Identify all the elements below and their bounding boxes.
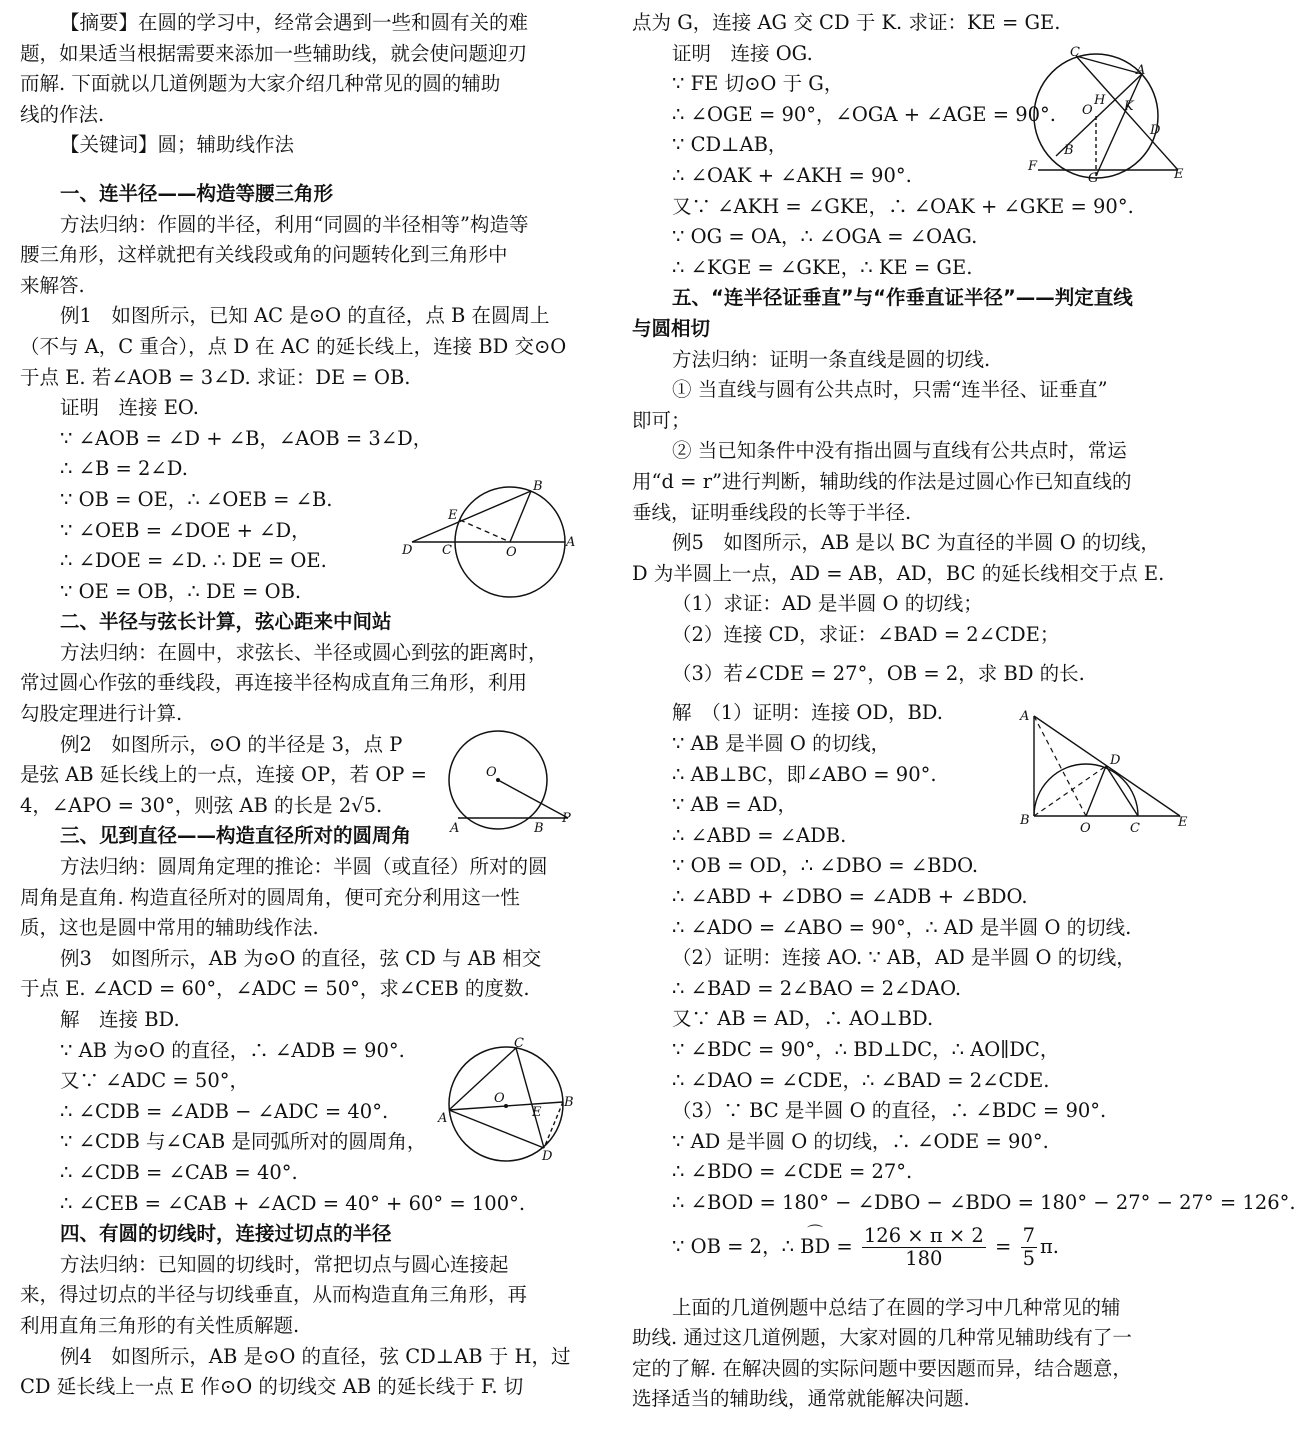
text-line: 点为 G，连接 AG 交 CD 于 K. 求证：KE = GE. <box>632 11 1061 34</box>
figure-example-2 <box>440 734 578 840</box>
text-line: ∴ ∠KGE = ∠GKE，∴ KE = GE. <box>672 255 973 279</box>
text-line: 方法归纳：证明一条直线是圆的切线. <box>672 347 991 371</box>
fig2-label: B <box>534 821 544 836</box>
text-line: （1）求证：AD 是半圆 O 的切线； <box>672 592 983 616</box>
text-line: ∵ ∠CDB 与∠CAB 是同弧所对的圆周角， <box>60 1130 427 1154</box>
fig4-label: B <box>1064 143 1074 158</box>
text-line: ∵ CD⊥AB， <box>672 133 788 157</box>
text-line: CD 延长线上一点 E 作⊙O 的切线交 AB 的延长线于 F. 切 <box>20 1375 524 1399</box>
figure-example-1 <box>398 478 576 596</box>
fraction-den: 180 <box>905 1246 943 1270</box>
fraction-1 <box>862 1225 986 1270</box>
text-line: 例3 如图所示，AB 为⊙O 的直径，弦 CD 与 AB 相交 <box>60 946 542 970</box>
text-line: 垂线，证明垂线段的长等于半径. <box>632 500 912 524</box>
text-line: 例5 如图所示，AB 是以 BC 为直径的半圆 O 的切线， <box>672 531 1160 555</box>
fig4-label: H <box>1094 93 1106 108</box>
fig4-label: K <box>1124 99 1134 114</box>
text-line: ∴ ∠DOE = ∠D. ∴ DE = OE. <box>60 549 327 573</box>
text-line: ∴ AB⊥BC，即∠ABO = 90°. <box>672 762 937 786</box>
text-line: ∵ OE = OB，∴ DE = OB. <box>60 579 302 603</box>
text-line: ∴ ∠ADO = ∠ABO = 90°，∴ AD 是半圆 O 的切线. <box>672 915 1132 939</box>
text-line: （2）连接 CD，求证：∠BAD = 2∠CDE； <box>672 622 1060 646</box>
fig3-label: E <box>532 1105 542 1120</box>
formula-pre: ∵ OB = 2，∴ <box>672 1234 801 1258</box>
fig1-label: O <box>506 545 517 560</box>
formula-post: π. <box>1039 1234 1059 1258</box>
fig5-label: D <box>1110 753 1121 768</box>
text-line: 来解答. <box>20 273 85 297</box>
spacer <box>632 1275 1184 1293</box>
text-line: 例2 如图所示，⊙O 的半径是 3，点 P <box>60 732 403 756</box>
formula-eq: = <box>830 1234 859 1258</box>
text-line: ∴ ∠CDB = ∠ADB − ∠ADC = 40°. <box>60 1099 389 1123</box>
text-line: ∴ ∠DAO = ∠CDE，∴ ∠BAD = 2∠CDE. <box>672 1068 1050 1092</box>
figure-example-3 <box>434 1036 576 1164</box>
text-line: 方法归纳：在圆中，求弦长、半径或圆心到弦的距离时， <box>60 640 548 664</box>
text-line: 例1 如图所示，已知 AC 是⊙O 的直径，点 B 在圆周上 <box>60 304 550 328</box>
fig5-label: A <box>1020 709 1030 724</box>
text-line: 质，这也是圆中常用的辅助线作法. <box>20 916 319 940</box>
text-line: ∵ ∠BDC = 90°，∴ BD⊥DC，∴ AO∥DC， <box>672 1038 1060 1061</box>
fraction-num: 126 × π × 2 <box>863 1223 984 1247</box>
text-line: ∵ AD 是半圆 O 的切线，∴ ∠ODE = 90°. <box>672 1129 1049 1153</box>
text-line: 是弦 AB 延长线上的一点，连接 OP，若 OP = <box>20 763 427 787</box>
text-line: D 为半圆上一点，AD = AB，AD，BC 的延长线相交于点 E. <box>632 561 1165 585</box>
fig2-label: P <box>562 811 571 826</box>
fig4-label: A <box>1136 63 1146 78</box>
text-line: （不与 A，C 重合），点 D 在 AC 的延长线上，连接 BD 交⊙O <box>20 334 567 358</box>
text-line: ∵ OG = OA，∴ ∠OGA = ∠OAG. <box>672 225 978 249</box>
text-line: ∵ ∠OEB = ∠DOE + ∠D， <box>60 518 311 542</box>
text-line: ∵ FE 切⊙O 于 G， <box>672 72 844 96</box>
fig3-label: D <box>542 1149 553 1164</box>
fig2-label: O <box>486 765 497 780</box>
fraction-num: 7 <box>1022 1223 1035 1247</box>
text-line: ∴ ∠CDB = ∠CAB = 40°. <box>60 1160 298 1184</box>
text-line: ∵ OB = OE，∴ ∠OEB = ∠B. <box>60 487 333 511</box>
formula-eq: = <box>988 1234 1018 1258</box>
fig5-label: E <box>1178 815 1188 830</box>
fig5-label: O <box>1080 821 1091 836</box>
figure-example-4 <box>1026 44 1190 186</box>
fig1-label: E <box>448 508 458 523</box>
fig1-label: D <box>402 543 413 558</box>
text-line: 方法归纳：圆周角定理的推论：半圆（或直径）所对的圆 <box>60 855 548 879</box>
fig4-label: C <box>1070 45 1080 60</box>
text-line: 用“d = r”进行判断，辅助线的作法是过圆心作已知直线的 <box>632 469 1132 493</box>
section-heading: 与圆相切 <box>632 316 711 340</box>
arc-bd: ⌒ BD <box>800 1219 830 1275</box>
formula-line <box>632 1219 1184 1275</box>
text-line: （2）证明：连接 AO. ∵ AB，AD 是半圆 O 的切线， <box>672 946 1136 970</box>
conclusion-line: 定的了解. 在解决圆的实际问题中要因题而异，结合题意， <box>632 1356 1132 1380</box>
conclusion-line: 助线. 通过这几道例题，大家对圆的几种常见辅助线有了一 <box>632 1326 1132 1350</box>
text-line: 来，得过切点的半径与切线垂直，从而构造直角三角形，再 <box>20 1283 528 1307</box>
fig1-label: A <box>566 535 576 550</box>
figure-example-5 <box>1016 708 1188 838</box>
text-line: 又∵ ∠AKH = ∠GKE，∴ ∠OAK + ∠GKE = 90°. <box>672 194 1134 218</box>
text-line: 4，∠APO = 30°，则弦 AB 的长是 2√5. <box>20 793 383 817</box>
fig2-label: A <box>450 821 460 836</box>
conclusion-line: 上面的几道例题中总结了在圆的学习中几种常见的辅 <box>672 1295 1121 1319</box>
left-column <box>20 8 572 1403</box>
text-line: 即可； <box>632 408 691 432</box>
text-line: 常过圆心作弦的垂线段，再连接半径构成直角三角形，利用 <box>20 671 528 695</box>
text-line: ∴ ∠BAD = 2∠BAO = 2∠DAO. <box>672 976 962 1000</box>
spacer <box>20 161 572 179</box>
text-line: （3）若∠CDE = 27°，OB = 2，求 BD 的长. <box>672 662 1085 686</box>
text-line: 证明 连接 OG. <box>672 41 813 65</box>
fig5-label: B <box>1020 813 1030 828</box>
text-line: 利用直角三角形的有关性质解题. <box>20 1313 300 1337</box>
text-line: ∵ OB = OD，∴ ∠DBO = ∠BDO. <box>672 854 979 878</box>
fig5-label: C <box>1130 821 1140 836</box>
conclusion-line: 选择适当的辅助线，通常就能解决问题. <box>632 1387 970 1411</box>
text-line: 又∵ ∠ADC = 50°， <box>60 1069 249 1093</box>
fraction-2 <box>1021 1225 1037 1270</box>
fig4-label: O <box>1082 103 1093 118</box>
fig4-label: D <box>1150 123 1161 138</box>
fig3-label: O <box>494 1091 505 1106</box>
text-line: ① 当直线与圆有公共点时，只需“连半径、证垂直” <box>672 378 1108 402</box>
section-heading: 二、半径与弦长计算，弦心距来中间站 <box>60 610 392 634</box>
text-line: 方法归纳：作圆的半径，利用“同圆的半径相等”构造等 <box>60 212 529 236</box>
text-line: 于点 E. ∠ACD = 60°，∠ADC = 50°，求∠CEB 的度数. <box>20 977 530 1001</box>
text-line: 例4 如图所示，AB 是⊙O 的直径，弦 CD⊥AB 于 H，过 <box>60 1344 571 1368</box>
fig1-label: B <box>533 479 543 494</box>
text-line: 线的作法. <box>20 102 105 126</box>
fig3-label: B <box>564 1095 574 1110</box>
fig4-label: G <box>1088 171 1099 186</box>
text-line: ∵ ∠AOB = ∠D + ∠B，∠AOB = 3∠D， <box>60 426 433 450</box>
text-line: 于点 E. 若∠AOB = 3∠D. 求证：DE = OB. <box>20 365 411 389</box>
text-line: 又∵ AB = AD，∴ AO⊥BD. <box>672 1007 934 1031</box>
text-line: 【关键词】圆；辅助线作法 <box>60 133 295 157</box>
text-line: ∴ ∠CEB = ∠CAB + ∠ACD = 40° + 60° = 100°. <box>60 1191 526 1215</box>
text-line: ∴ ∠B = 2∠D. <box>60 457 188 481</box>
text-line: 勾股定理进行计算. <box>20 702 183 726</box>
fig1-label: C <box>442 543 452 558</box>
text-line: ∴ ∠BDO = ∠CDE = 27°. <box>672 1160 913 1184</box>
section-heading: 四、有圆的切线时，连接过切点的半径 <box>60 1222 392 1246</box>
text-line: 解 （1）证明：连接 OD，BD. <box>672 701 943 725</box>
section-heading: 一、连半径——构造等腰三角形 <box>60 181 334 205</box>
fig3-label: C <box>514 1036 524 1051</box>
text-line: 题，如果适当根据需要来添加一些辅助线，就会使问题迎刃 <box>20 41 528 65</box>
section-heading: 五、“连半径证垂直”与“作垂直证半径”——判定直线 <box>672 286 1133 310</box>
text-line: ∵ AB 为⊙O 的直径，∴ ∠ADB = 90°. <box>60 1038 405 1062</box>
text-line: 【摘要】在圆的学习中，经常会遇到一些和圆有关的难 <box>60 11 529 34</box>
fraction-den: 5 <box>1022 1246 1035 1270</box>
text-line: 腰三角形，这样就把有关线段或角的问题转化到三角形中 <box>20 243 508 267</box>
text-line: 解 连接 BD. <box>60 1008 180 1031</box>
text-line: ∴ ∠BOD = 180° − ∠DBO − ∠BDO = 180° − 27° − 27° = 126°. <box>672 1190 1296 1214</box>
fig4-label: E <box>1174 167 1184 182</box>
fig4-label: F <box>1028 159 1038 174</box>
text-line: 而解. 下面就以几道例题为大家介绍几种常见的圆的辅助 <box>20 72 501 96</box>
text-line: ∴ ∠OGE = 90°，∠OGA + ∠AGE = 90°. <box>672 102 1056 126</box>
text-line: ∵ AB = AD， <box>672 793 797 817</box>
text-line: ② 当已知条件中没有指出圆与直线有公共点时，常运 <box>672 439 1127 463</box>
text-line: ∴ ∠ABD = ∠ADB. <box>672 823 847 847</box>
text-line: 周角是直角. 构造直径所对的圆周角，便可充分利用这一性 <box>20 885 520 909</box>
text-line: 证明 连接 EO. <box>60 396 199 420</box>
text-line: ∴ ∠OAK + ∠AKH = 90°. <box>672 163 912 187</box>
text-line: 方法归纳：已知圆的切线时，常把切点与圆心连接起 <box>60 1252 509 1276</box>
text-line: ∵ AB 是半圆 O 的切线， <box>672 732 891 756</box>
fig3-label: A <box>438 1111 448 1126</box>
text-line: ∴ ∠ABD + ∠DBO = ∠ADB + ∠BDO. <box>672 885 1028 909</box>
section-heading: 三、见到直径——构造直径所对的圆周角 <box>60 824 412 848</box>
text-line: （3）∵ BC 是半圆 O 的直径，∴ ∠BDC = 90°. <box>672 1099 1107 1123</box>
